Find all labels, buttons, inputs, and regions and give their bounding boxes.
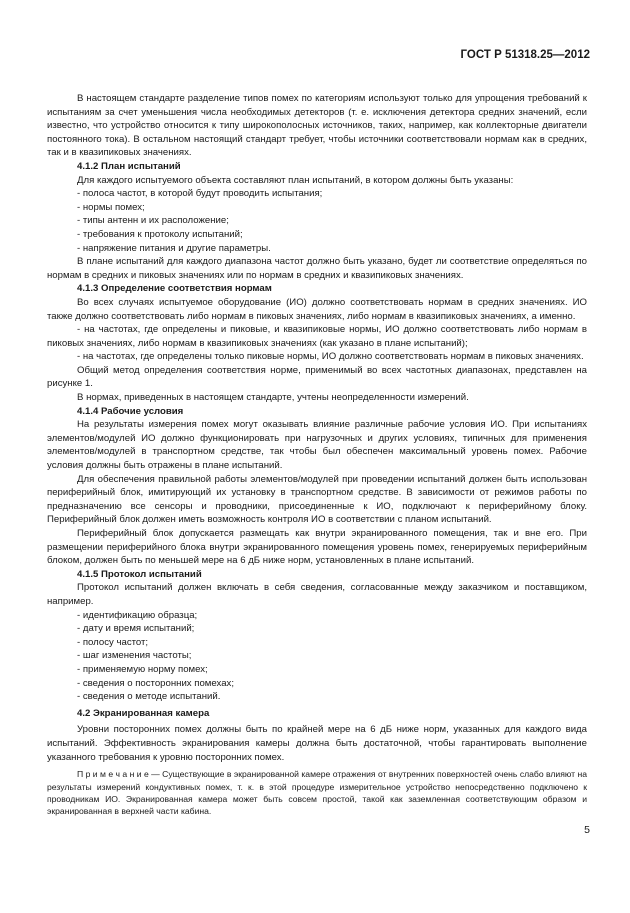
paragraph: Для обеспечения правильной работы элементов/модулей при проведении испытаний должен быть использован периферийный блок, имитирующий их установку в транспортном средстве. В зависимости от режимов работы по предназначению все сенсоры и проводники, присоединенные к ИО, подключают к периферийному блоку. Периферийный блок должен иметь возможность контроля ИО в соответствии с планом испытаний. [47, 473, 587, 526]
paragraph: Общий метод определения соответствия норме, применимый во всех частотных диапазонах, представлен на рисунке 1. [47, 364, 587, 390]
list-item: - дату и время испытаний; [77, 623, 195, 635]
paragraph: В настоящем стандарте разделение типов помех по категориям используют только для упрощения требований к испытаниям за счет уменьшения числа необходимых детекторов (т. е. исключения детектора средних значений, если известно, что устройство относится к типу широкополосных источников, таких, например, как коллекторные двигатели постоянного тока). В остальном настоящий стандарт требует, чтобы источники соответствовали нормам как в средних, так и в квазипиковых значениях. [47, 93, 587, 159]
section-heading-4-2: 4.2 Экранированная камера [77, 707, 210, 719]
section-heading-4-1-2: 4.1.2 План испытаний [77, 160, 181, 172]
paragraph: В нормах, приведенных в настоящем стандарте, учтены неопределенности измерений. [77, 392, 469, 404]
list-item: - полоса частот, в которой будут проводить испытания; [77, 188, 323, 200]
paragraph: - на частотах, где определены только пиковые нормы, ИО должно соответствовать нормам в пиковых значениях. [77, 351, 584, 363]
paragraph: В плане испытаний для каждого диапазона частот должно быть указано, будет ли соответствие определяться по нормам в средних и пиковых значениях или по нормам в средних и квазипиковых значениях. [47, 256, 587, 281]
paragraph: Для каждого испытуемого объекта составляют план испытаний, в котором должны быть указаны: [77, 174, 514, 186]
document-body [47, 92, 587, 818]
note-text: — Существующие в экранированной камере отражения от внутренних поверхностей очень слабо влияют на результаты измерений кондуктивных помех, т. к. в этой процедуре измерительное устройство непосредственно подключено к проводникам ИО. Экранированная камера может быть совсем простой, такой как заземленная соответствующим образом и экранированная в верхней части кабина. [47, 769, 587, 817]
list-item: - напряжение питания и другие параметры. [77, 242, 271, 254]
note [47, 768, 587, 818]
list-item: - полосу частот; [77, 636, 149, 648]
list-item: - шаг изменения частоты; [77, 650, 192, 662]
list-item: - требования к протоколу испытаний; [77, 228, 243, 240]
paragraph: - на частотах, где определены и пиковые, и квазипиковые нормы, ИО должно соответствовать либо нормам в пиковых значениях, либо нормам в квазипиковых значениях (как указано в плане испытаний); [47, 324, 587, 349]
list-item: - типы антенн и их расположение; [77, 215, 229, 227]
paragraph: На результаты измерения помех могут оказывать влияние различные рабочие условия ИО. При испытаниях элементов/модулей ИО должно функционировать при нагрузочных и других условиях, типичных для применения элементов/модулей в транспортном средстве, так чтобы был обеспечен максимальный уровень помех. Рабочие условия должны быть отражены в плане испытаний. [47, 419, 587, 472]
list-item: - сведения о посторонних помехах; [77, 677, 234, 689]
document-header: ГОСТ Р 51318.25—2012 [460, 49, 590, 61]
paragraph: Во всех случаях испытуемое оборудование (ИО) должно соответствовать нормам в средних значениях. ИО также должно соответствовать либо нормам в пиковых значениях, либо нормам в квазипиковых значениях, а именно. [47, 296, 587, 322]
list-item: - применяемую норму помех; [77, 663, 208, 675]
paragraph: Уровни посторонних помех должны быть по крайней мере на 6 дБ ниже норм, указанных для каждого вида испытаний. Эффективность экранирования камеры должна быть достаточной, чтобы гарантировать выполнение указанного требования к уровню посторонних помех. [47, 724, 587, 763]
section-heading-4-1-5: 4.1.5 Протокол испытаний [77, 568, 202, 580]
list-item: - сведения о методе испытаний. [77, 691, 221, 703]
paragraph: Протокол испытаний должен включать в себя сведения, согласованные между заказчиком и поставщиком, например. [47, 582, 587, 607]
note-label: П р и м е ч а н и е [77, 769, 149, 780]
list-item: - идентификацию образца; [77, 609, 198, 621]
section-heading-4-1-4: 4.1.4 Рабочие условия [77, 405, 184, 417]
paragraph: Периферийный блок допускается размещать как внутри экранированного помещения, так и вне его. При размещении периферийного блока внутри экранированного помещения уровень помех, генерируемых периферийным блоком, должен быть по меньшей мере на 6 дБ ниже норм, установленных в плане испытаний. [47, 528, 587, 567]
list-item: - нормы помех; [77, 201, 145, 213]
page-number: 5 [584, 824, 590, 836]
section-heading-4-1-3: 4.1.3 Определение соответствия нормам [77, 283, 272, 295]
